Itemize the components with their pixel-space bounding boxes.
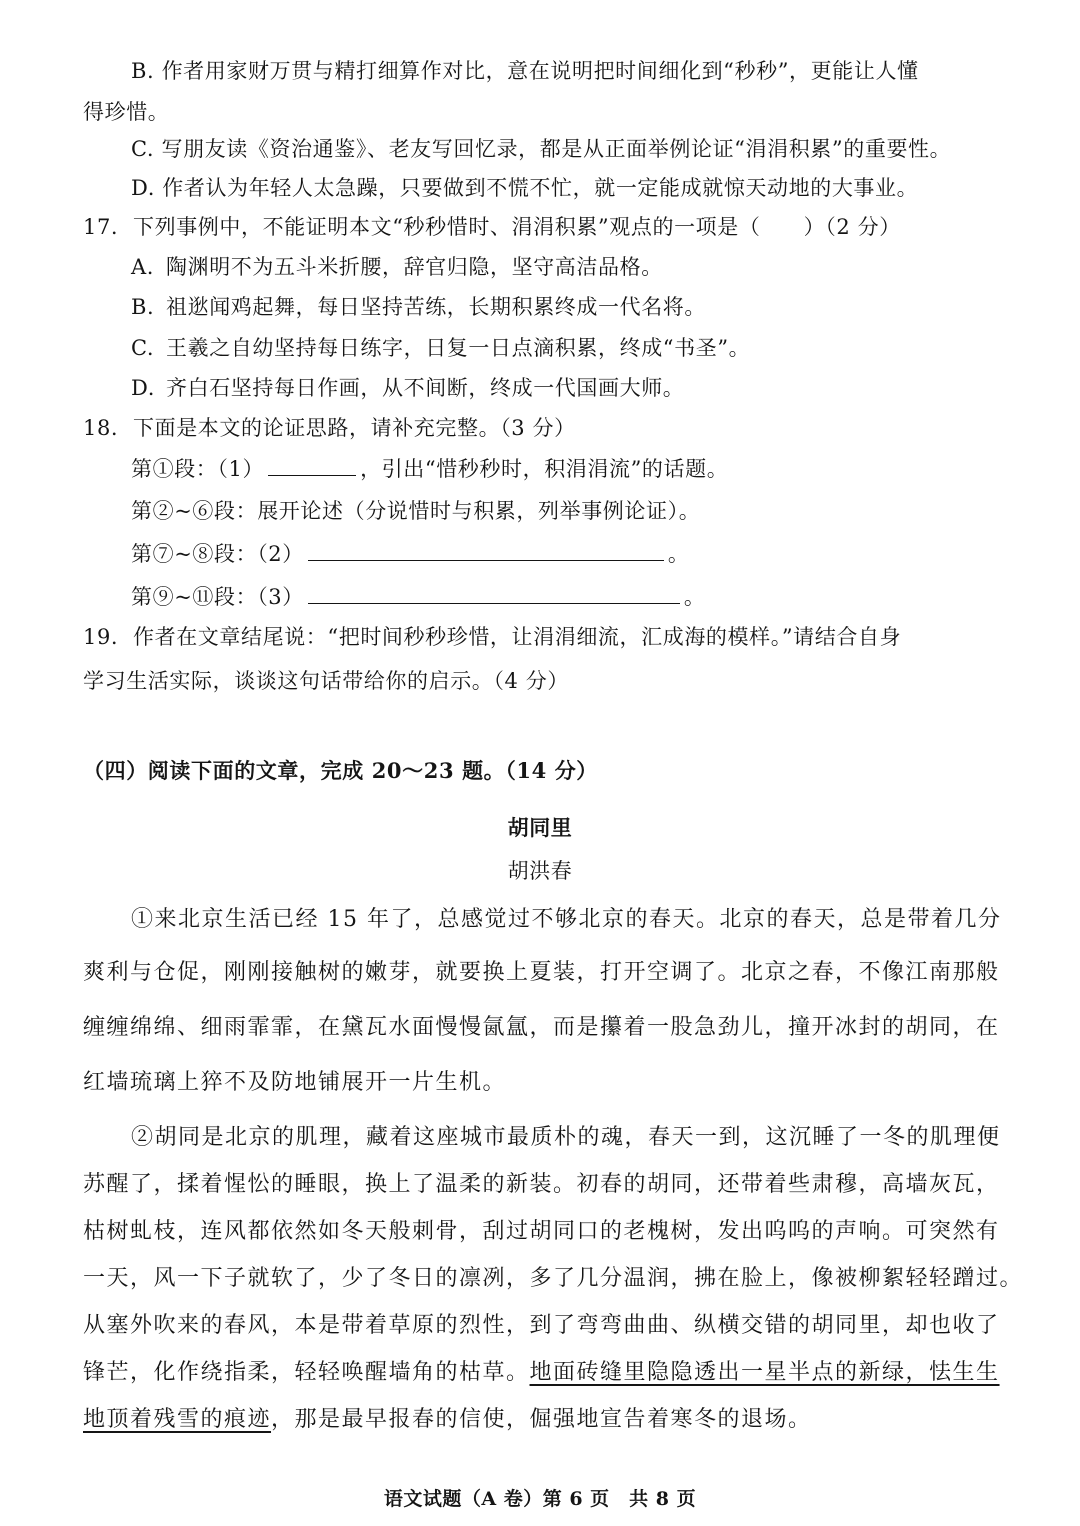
q18-blank-3[interactable] (308, 583, 680, 604)
q19-line2: 学习生活实际，谈谈这句话带给你的启示。（4 分） (83, 669, 569, 693)
passage-p1-line2: 爽利与仓促，刚刚接触树的嫩芽，就要换上夏装，打开空调了。北京之春，不像江南那般 (83, 960, 1000, 985)
passage-p2-line6-plain: 锋芒，化作绕指柔，轻轻唤醒墙角的枯草。 (83, 1360, 530, 1385)
q18-para4 (131, 582, 705, 612)
q16-option-d: D. 作者认为年轻人太急躁，只要做到不慌不忙，就一定能成就惊天动地的大事业。 (131, 176, 919, 200)
passage-title: 胡同里 (507, 815, 573, 840)
q17-option-b-text: 祖逖闻鸡起舞，每日坚持苦练，长期积累终成一代名将。 (166, 295, 706, 319)
q18-para1-prefix: 第①段：（1） (131, 457, 265, 481)
q18-para4-prefix: 第⑨~⑪段：（3） (131, 585, 304, 609)
passage-p2-line7-plain: ，那是最早报春的信使，倔强地宣告着寒冬的退场。 (271, 1407, 812, 1432)
passage-p1-line4: 红墙琉璃上猝不及防地铺展开一片生机。 (83, 1070, 507, 1095)
passage-p2-line2: 苏醒了，揉着惺忪的睡眼，换上了温柔的新装。初春的胡同，还带着些肃穆，高墙灰瓦， (83, 1172, 1000, 1197)
q17-number: 17. (83, 215, 119, 239)
q18-para4-suffix: 。 (683, 585, 706, 609)
q18-number: 18. (83, 416, 119, 440)
q18-blank-2[interactable] (308, 540, 664, 561)
q19-number: 19. (83, 625, 119, 649)
passage-p2-line1: ②胡同是北京的肌理，藏着这座城市最质朴的魂，春天一到，这沉睡了一冬的肌理便 (131, 1125, 1001, 1150)
q17-option-a-label: A. (131, 255, 155, 279)
section-4-heading: （四）阅读下面的文章，完成 20～23 题。（14 分） (83, 758, 598, 783)
page-footer: 语文试题（A 卷）第 6 页 共 8 页 (383, 1488, 697, 1510)
passage-p2-line4: 一天，风一下子就软了，少了冬日的凛冽，多了几分温润，拂在脸上，像被柳絮轻轻蹭过。 (83, 1266, 1024, 1291)
q18-para1-suffix: ，引出“惜秒秒时，积涓涓流”的话题。 (360, 457, 729, 481)
passage-underlined-sentence-part2: 地顶着残雪的痕迹 (83, 1407, 272, 1432)
passage-p2-line7 (83, 1405, 812, 1435)
q18-blank-1[interactable] (268, 455, 356, 476)
q17-option-b-label: B. (131, 295, 155, 319)
passage-underlined-sentence-part1: 地面砖缝里隐隐透出一星半点的新绿，怯生生 (529, 1360, 1000, 1385)
q18-stem: 下面是本文的论证思路，请补充完整。（3 分） (133, 416, 576, 440)
q18-para3-suffix: 。 (667, 542, 690, 566)
q18-para3 (131, 539, 689, 569)
passage-p1-line1: ①来北京生活已经 15 年了，总感觉过不够北京的春天。北京的春天，总是带着几分 (131, 907, 1002, 932)
q17-stem: 下列事例中，不能证明本文“秒秒惜时、涓涓积累”观点的一项是（ ）（2 分） (133, 215, 901, 239)
passage-p2-line3: 枯树虬枝，连风都依然如冬天般刺骨，刮过胡同口的老槐树，发出呜呜的声响。可突然有 (83, 1219, 1000, 1244)
passage-p2-line5: 从塞外吹来的春风，本是带着草原的烈性，到了弯弯曲曲、纵横交错的胡同里，却也收了 (83, 1313, 1000, 1338)
q19-line1: 作者在文章结尾说：“把时间秒秒珍惜，让涓涓细流，汇成海的模样。”请结合自身 (133, 625, 902, 649)
q17-option-c-text: 王羲之自幼坚持每日练字，日复一日点滴积累，终成“书圣”。 (166, 336, 751, 360)
q16-option-b-line2: 得珍惜。 (83, 100, 170, 124)
q16-option-c: C. 写朋友读《资治通鉴》、老友写回忆录，都是从正面举例论证“涓涓积累”的重要性。 (131, 137, 952, 161)
q17-option-d-text: 齐白石坚持每日作画，从不间断，终成一代国画大师。 (166, 376, 685, 400)
q18-para1 (131, 454, 728, 484)
passage-p2-line6 (83, 1358, 1000, 1388)
q16-option-b-line1: B. 作者用家财万贯与精打细算作对比，意在说明把时间细化到“秒秒”，更能让人懂 (131, 59, 919, 83)
passage-author: 胡洪春 (507, 859, 573, 883)
q17-option-d-label: D. (131, 376, 155, 400)
q17-option-a-text: 陶渊明不为五斗米折腰，辞官归隐，坚守高洁品格。 (166, 255, 663, 279)
q18-para3-prefix: 第⑦~⑧段：（2） (131, 542, 304, 566)
passage-p1-line3: 缠缠绵绵、细雨霏霏，在黛瓦水面慢慢氤氲，而是攥着一股急劲儿，撞开冰封的胡同，在 (83, 1015, 1000, 1040)
q18-para2: 第②~⑥段：展开论述（分说惜时与积累，列举事例论证）。 (131, 499, 701, 523)
q17-option-c-label: C. (131, 336, 155, 360)
